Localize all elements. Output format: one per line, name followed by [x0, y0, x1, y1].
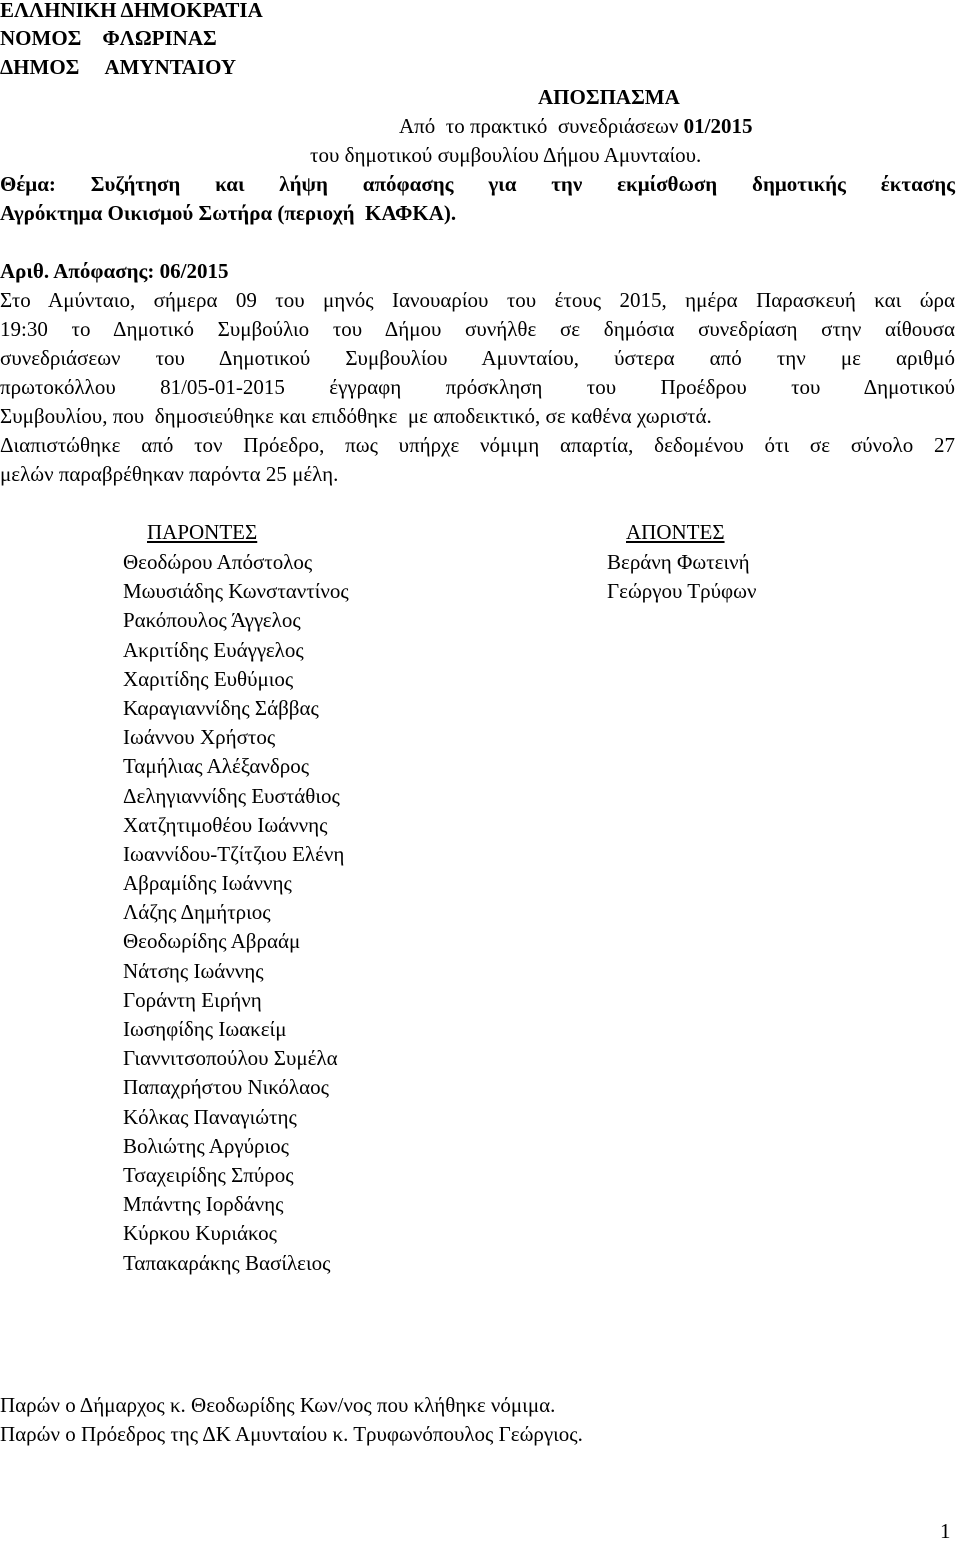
- extract-minutes-prefix: Από το πρακτικό συνεδριάσεων: [399, 114, 684, 138]
- present-member: Θεοδωρίδης Αβραάμ: [123, 929, 301, 954]
- subject-line-2: Αγρόκτημα Οικισμού Σωτήρα (περιοχή ΚΑΦΚΑ).: [0, 201, 457, 225]
- present-member: Κόλκας Παναγιώτης: [123, 1104, 297, 1129]
- absent-member: Βεράνη Φωτεινή: [607, 550, 750, 574]
- subject-line-1: Θέμα: Συζήτηση και λήψη απόφασης για την εκμίσθωση δημοτικής έκτασης: [0, 172, 955, 196]
- decision-number: Αριθ. Απόφασης: 06/2015: [0, 259, 229, 283]
- present-member: Ρακόπουλος Άγγελος: [123, 608, 301, 633]
- present-member: Ταμήλιας Αλέξανδρος: [123, 754, 310, 779]
- present-member: Λάζης Δημήτριος: [123, 900, 271, 925]
- present-member: Γοράντη Ειρήνη: [123, 987, 262, 1012]
- present-member: Ιωαννίδου-Τζίτζιου Ελένη: [123, 841, 345, 866]
- present-member: Ιωάννου Χρήστος: [123, 725, 276, 750]
- present-member: Δεληγιαννίδης Ευστάθιος: [123, 783, 340, 808]
- present-member: Αβραμίδης Ιωάννης: [123, 871, 292, 896]
- present-member: Βολιώτης Αργύριος: [123, 1133, 290, 1158]
- body-line-7: μελών παραβρέθηκαν παρόντα 25 μέλη.: [0, 462, 339, 486]
- extract-council-line: [310, 141, 701, 170]
- extract-minutes-line: [399, 112, 752, 141]
- body-line-2: 19:30 το Δημοτικό Συμβούλιο του Δήμου συνήλθε σε δημόσια συνεδρίαση στην αίθουσα: [0, 317, 955, 341]
- present-member: Θεοδώρου Απόστολος: [123, 550, 313, 574]
- president-present-note: Παρών ο Πρόεδρος της ΔΚ Αμυνταίου κ. Τρυφωνόπουλος Γεώργιος.: [0, 1422, 583, 1446]
- present-member: Γιαννιτσοπούλου Συμέλα: [123, 1046, 338, 1071]
- present-members-list: [123, 548, 349, 1278]
- header-line-republic: ΕΛΛΗΝΙΚΗ ΔΗΜΟΚΡΑΤΙΑ: [0, 0, 263, 22]
- extract-council-rest: Δήμου Αμυνταίου.: [542, 143, 702, 167]
- body-line-5: Συμβουλίου, που δημοσιεύθηκε και επιδόθηκε με αποδεικτικό, σε καθένα χωριστά.: [0, 404, 712, 428]
- body-line-6: Διαπιστώθηκε από τον Πρόεδρο, πως υπήρχε νόμιμη απαρτία, δεδομένου ότι σε σύνολο 27: [0, 433, 955, 457]
- absent-member: Γεώργου Τρύφων: [607, 579, 757, 604]
- absent-members-list: [607, 548, 756, 606]
- extract-title: ΑΠΟΣΠΑΣΜΑ: [538, 85, 680, 109]
- page-number: 1: [940, 1519, 951, 1543]
- present-member: Ακριτίδης Ευάγγελος: [123, 637, 304, 662]
- present-member: Ταπακαράκης Βασίλειος: [123, 1250, 331, 1275]
- present-member: Χατζητιμοθέου Ιωάννης: [123, 812, 328, 837]
- present-member: Ιωσηφίδης Ιωακείμ: [123, 1017, 287, 1041]
- mayor-present-note: Παρών ο Δήμαρχος κ. Θεοδωρίδης Κων/νος που κλήθηκε νόμιμα.: [0, 1393, 556, 1417]
- present-member: Παπαχρήστου Νικόλαος: [123, 1075, 329, 1100]
- body-line-3: συνεδριάσεων του Δημοτικού Συμβουλίου Αμυνταίου, ύστερα από την με αριθμό: [0, 346, 955, 370]
- header-line-municipality: ΔΗΜΟΣ ΑΜΥΝΤΑΙΟΥ: [0, 55, 237, 79]
- body-line-1: Στο Αμύνταιο, σήμερα 09 του μηνός Ιανουαρίου του έτους 2015, ημέρα Παρασκευή και ώρα: [0, 288, 955, 312]
- present-member: Μπάντης Ιορδάνης: [123, 1192, 284, 1217]
- extract-council-prefix: του δημοτικού συμβουλίου: [310, 143, 543, 167]
- present-member: Κύρκου Κυριάκος: [123, 1221, 277, 1246]
- present-heading: ΠΑΡΟΝΤΕΣ: [147, 520, 258, 544]
- body-line-4: πρωτοκόλλου 81/05-01-2015 έγγραφη πρόσκληση του Προέδρου του Δημοτικού: [0, 375, 955, 399]
- header-line-prefecture: ΝΟΜΟΣ ΦΛΩΡΙΝΑΣ: [0, 26, 217, 50]
- present-member: Τσαχειρίδης Σπύρος: [123, 1162, 294, 1187]
- present-member: Μωυσιάδης Κωνσταντίνος: [123, 579, 349, 604]
- absent-heading: ΑΠΟΝΤΕΣ: [626, 520, 725, 544]
- present-member: Καραγιαννίδης Σάββας: [123, 695, 319, 720]
- extract-minutes-number: 01/2015: [683, 114, 753, 138]
- present-member: Χαριτίδης Ευθύμιος: [123, 666, 294, 691]
- present-member: Νάτσης Ιωάννης: [123, 958, 264, 983]
